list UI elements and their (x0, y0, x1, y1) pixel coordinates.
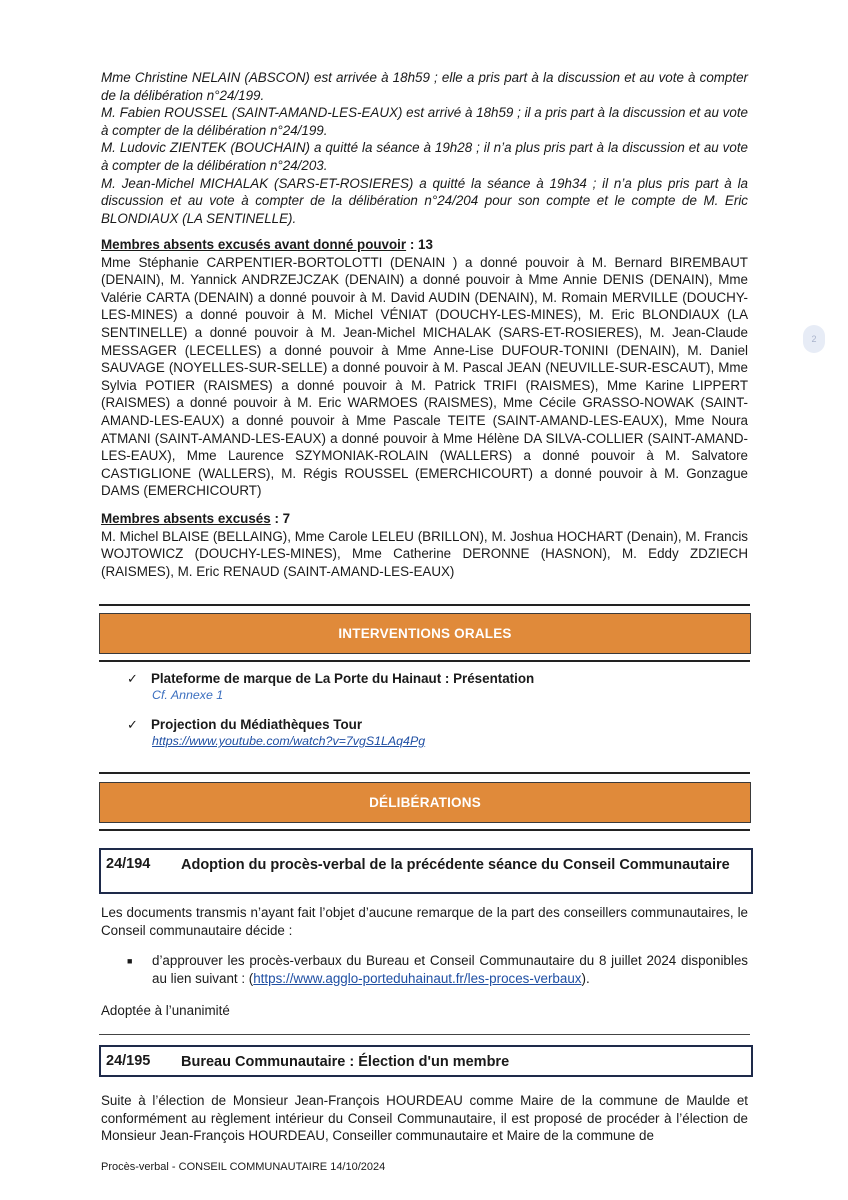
deliberations-banner: DÉLIBÉRATIONS (99, 782, 751, 823)
deliberation-number: 24/194 (106, 856, 151, 872)
section-divider (99, 660, 750, 662)
deliberation-result: Adoptée à l’unanimité (101, 1003, 230, 1018)
bullet-icon: ■ (127, 956, 133, 966)
absents-pouvoir-count: : 13 (406, 237, 433, 252)
arrival-note: Mme Christine NELAIN (ABSCON) est arrivée à 18h59 ; elle a pris part à la discussion et au vote à compter de la délibération n°24/199. (101, 70, 748, 103)
arrivals-block (101, 69, 748, 227)
intervention-title: Plateforme de marque de La Porte du Hainaut : Présentation (151, 671, 535, 686)
deliberation-title: Adoption du procès-verbal de la précédente séance du Conseil Communautaire (181, 857, 730, 873)
decision-text: d’approuver les procès-verbaux du Bureau et Conseil Communautaire du 8 juillet 2024 disponibles au lien suivant : ( (152, 953, 748, 986)
deliberation-header-24-195 (99, 1045, 753, 1077)
absents-pouvoir-heading: Membres absents excusés avant donné pouvoir (101, 237, 407, 252)
absents-list: M. Michel BLAISE (BELLAING), Mme Carole LELEU (BRILLON), M. Joshua HOCHART (Denain), M. Francis WOJTOWICZ (DOUCHY-LES-MINES), Mme Catherine DERONNE (HASNON), M. Eddy ZDZIECH (RAISMES), M. Eric RENAUD (SAINT-AMAND-LES-EAUX) (101, 528, 748, 579)
absents-section (101, 510, 748, 580)
section-divider (99, 772, 750, 774)
absents-heading: Membres absents excusés (101, 511, 271, 526)
interventions-banner: INTERVENTIONS ORALES (99, 613, 751, 654)
departure-note: M. Ludovic ZIENTEK (BOUCHAIN) a quitté la séance à 19h28 ; il n’a plus pris part à la discussion et au vote à compter de la délibération n°24/203. (101, 140, 748, 173)
section-divider (99, 1034, 750, 1035)
intervention-title: Projection du Médiathèques Tour (151, 717, 363, 732)
page-footer: Procès-verbal - CONSEIL COMMUNAUTAIRE 14/10/2024 (101, 1161, 386, 1173)
absents-pouvoir-heading-line (101, 236, 748, 254)
deliberation-body-24-195 (101, 1092, 748, 1145)
deliberation-intro: Les documents transmis n’ayant fait l’objet d’aucune remarque de la part des conseillers communautaires, le Conseil communautaire décide : (101, 905, 748, 938)
deliberation-number: 24/195 (106, 1053, 151, 1069)
section-divider (99, 604, 750, 606)
deliberation-header-24-194 (99, 848, 753, 894)
absents-count: : 7 (270, 511, 291, 526)
departure-note: M. Jean-Michel MICHALAK (SARS-ET-ROSIERES) a quitté la séance à 19h34 ; il n’a plus pris part à la discussion et au vote à compter de la délibération n°24/204 pour son compte et le compte de M. Eric BLONDIAUX (LA SENTINELLE). (101, 175, 748, 226)
arrival-note: M. Fabien ROUSSEL (SAINT-AMAND-LES-EAUX) est arrivé à 18h59 ; il a pris part à la discussion et au vote à compter de la délibération n°24/199. (101, 105, 748, 138)
annex-reference: Cf. Annexe 1 (152, 688, 224, 702)
deliberation-decision (152, 952, 748, 987)
absents-pouvoir-section (101, 236, 748, 500)
deliberation-title: Bureau Communautaire : Élection d'un membre (181, 1054, 510, 1070)
deliberation-text: Suite à l’élection de Monsieur Jean-François HOURDEAU comme Maire de la commune de Maulde et conformément au règlement intérieur du Conseil Communautaire, il est proposé de procéder à l’élection de Monsieur Jean-François HOURDEAU, Conseiller communautaire et Maire de la commune de (101, 1093, 748, 1144)
youtube-link[interactable]: https://www.youtube.com/watch?v=7vgS1LAq4Pg (152, 734, 426, 748)
decision-text-end: ). (581, 970, 590, 986)
proces-verbaux-link[interactable]: https://www.agglo-porteduhainaut.fr/les-proces-verbaux (253, 970, 582, 986)
page-number-badge: 2 (803, 325, 825, 353)
checkmark-icon: ✓ (127, 671, 138, 686)
intervention-item (127, 671, 534, 687)
checkmark-icon: ✓ (127, 717, 138, 732)
absents-heading-line (101, 510, 748, 528)
intervention-item (127, 717, 362, 733)
section-divider (99, 829, 750, 831)
absents-pouvoir-list: Mme Stéphanie CARPENTIER-BORTOLOTTI (DENAIN ) a donné pouvoir à M. Bernard BIREMBAUT (DENAIN), M. Yannick ANDRZEJCZAK (DENAIN) a donné pouvoir à Mme Annie DENIS (DENAIN), Mme Valérie CARTA (DENAIN) a donné pouvoir à M. David AUDIN (DENAIN), M. Romain MERVILLE (DOUCHY-LES-MINES) a donné pouvoir à M. Michel VÉNIAT (DOUCHY-LES-MINES), M. Eric BLONDIAUX (LA SENTINELLE) a donné pouvoir à M. Jean-Michel MICHALAK (SARS-ET-ROSIERES), M. Jean-Claude MESSAGER (LECELLES) a donné pouvoir à Mme Anne-Lise DUFOUR-TONINI (DENAIN), M. Daniel SAUVAGE (NOYELLES-SUR-SELLE) a donné pouvoir à M. Pascal JEAN (NEUVILLE-SUR-ESCAUT), Mme Sylvia POTIER (RAISMES) a donné pouvoir à M. Patrick TRIFI (RAISMES), Mme Karine LIPPERT (RAISMES) a donné pouvoir à M. Eric WARMOES (RAISMES), Mme Cécile GRASSO-NOWAK (SAINT-AMAND-LES-EAUX) a donné pouvoir à Mme Pascale TEITE (SAINT-AMAND-LES-EAUX), Mme Noura ATMANI (SAINT-AMAND-LES-EAUX) a donné pouvoir à Mme Hélène DA SILVA-COLLIER (SAINT-AMAND-LES-EAUX), Mme Laurence SZYMONIAK-ROLAIN (WALLERS) a donné pouvoir à M. Salvatore CASTIGLIONE (WALLERS), M. Régis ROUSSEL (EMERCHICOURT) a donné pouvoir à M. Gonzague DAMS (EMERCHICOURT) (101, 254, 748, 499)
deliberation-body-24-194 (101, 904, 748, 939)
